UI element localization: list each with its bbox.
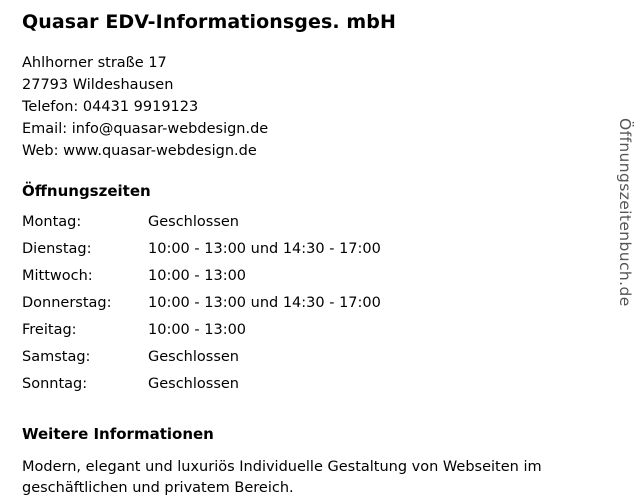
hours-time-value: 10:00 - 13:00 und 14:30 - 17:00	[148, 295, 381, 311]
opening-hours-table	[22, 214, 381, 403]
page-title: Quasar EDV-Informationsges. mbH	[22, 11, 396, 33]
hours-time-value: 10:00 - 13:00	[148, 268, 247, 284]
table-row	[22, 376, 381, 403]
address-line-web: Web: www.quasar-webdesign.de	[22, 143, 257, 159]
hours-day-label: Sonntag:	[22, 376, 88, 392]
hours-day-label: Dienstag:	[22, 241, 92, 257]
hours-day-label: Freitag:	[22, 322, 77, 338]
content-column	[22, 10, 592, 499]
hours-time-value: 10:00 - 13:00	[148, 322, 247, 338]
hours-time-value: Geschlossen	[148, 376, 239, 392]
hours-time-value: Geschlossen	[148, 214, 239, 230]
watermark-label: Öffnungszeitenbuch.de	[616, 118, 634, 307]
table-row	[22, 322, 381, 349]
more-information-heading: Weitere Informationen	[22, 425, 214, 443]
table-row	[22, 349, 381, 376]
address-line-city: 27793 Wildeshausen	[22, 77, 174, 93]
hours-day-label: Montag:	[22, 214, 82, 230]
address-line-email: Email: info@quasar-webdesign.de	[22, 121, 269, 137]
hours-time-value: Geschlossen	[148, 349, 239, 365]
address-block	[22, 52, 592, 162]
hours-day-label: Samstag:	[22, 349, 91, 365]
hours-day-label: Mittwoch:	[22, 268, 93, 284]
table-row	[22, 214, 381, 241]
more-information-text: Modern, elegant und luxuriös Individuelle Gestaltung von Webseiten im geschäftlichen und privatem Bereich.	[22, 459, 542, 496]
table-row	[22, 295, 381, 322]
hours-day-label: Donnerstag:	[22, 295, 112, 311]
table-row	[22, 268, 381, 295]
address-line-street: Ahlhorner straße 17	[22, 55, 167, 71]
hours-time-value: 10:00 - 13:00 und 14:30 - 17:00	[148, 241, 381, 257]
opening-hours-heading: Öffnungszeiten	[22, 182, 151, 200]
address-line-phone: Telefon: 04431 9919123	[22, 99, 199, 115]
table-row	[22, 241, 381, 268]
